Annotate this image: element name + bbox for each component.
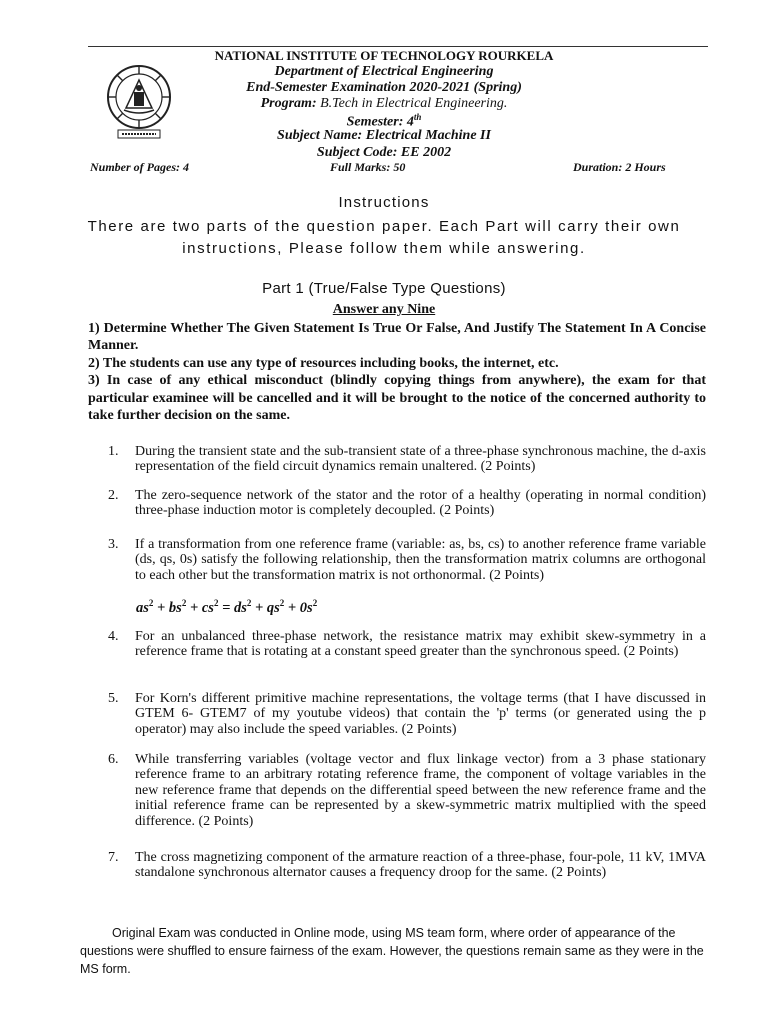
question-5 [108,691,706,737]
footer-note [80,924,706,978]
question-2 [108,488,706,519]
number-of-pages: Number of Pages: 4 [90,160,189,174]
question-3 [108,537,706,583]
question-number: 4. [108,629,119,644]
institute-name: NATIONAL INSTITUTE OF TECHNOLOGY ROURKELA [214,48,554,63]
duration: Duration: 2 Hours [573,160,666,174]
answer-any-nine: Answer any Nine [332,302,436,317]
eq-exp: 2 [148,598,154,608]
question-number: 3. [108,537,119,552]
eq-plus: + [254,599,264,616]
subject-code: Subject Code: EE 2002 [316,145,452,160]
part1-rules [88,320,706,424]
program-label: Program: [260,96,317,111]
eq-plus: + [157,599,166,616]
part1-title: Part 1 (True/False Type Questions) [262,280,506,297]
question-6 [108,752,706,829]
question-7 [108,850,706,881]
eq-equals: = [222,599,231,616]
eq-exp: 2 [181,598,187,608]
header-rule [88,46,708,47]
question-number: 7. [108,850,119,865]
eq-exp: 2 [312,598,318,608]
eq-term: as [136,599,149,616]
eq-plus: + [189,599,199,616]
question-4 [108,629,706,660]
question-number: 2. [108,488,119,503]
question-number: 6. [108,752,119,767]
question-text: While transferring variables (voltage vector and flux linkage vector) from a 3 phase stationary reference frame to an arbitrary rotating reference frame, the component of voltage variables in the new reference frame that depends on the differential speed between the new reference frame and the initial reference frame can be represented by a skew-symmetric matrix multiplied with the speed difference. (2 Points) [135,752,706,829]
question-1 [108,444,706,475]
eq-term: ds [233,599,247,616]
subject-name: Subject Name: Electrical Machine II [277,128,491,143]
program-value: B.Tech in Electrical Engineering. [320,96,508,111]
instructions-body: There are two parts of the question paper. Each Part will carry their own instructions, Please follow them while answering. [87,218,681,257]
question-text: The zero-sequence network of the stator and the rotor of a healthy (operating in normal condition) three-phase induction motor is completely decoupled. (2 Points) [135,488,706,519]
semester-sup: th [413,112,422,122]
rule-3: 3) In case of any ethical misconduct (blindly copying things from anywhere), the exam for that particular examinee will be cancelled and it will be brought to the notice of the concerned authority to take further decision on the same. [88,373,706,424]
semester-label: Semester: 4 [346,114,414,130]
eq-plus: + [287,599,297,616]
question-text: For an unbalanced three-phase network, the resistance matrix may exhibit skew-symmetry in a reference frame that is rotating at a constant speed greater than the synchronous speed. (2 Points) [135,629,706,660]
eq-term: 0s [299,599,313,616]
question-number: 5. [108,691,119,706]
footer-note-text: Original Exam was conducted in Online mode, using MS team form, where order of appearance of the questions were shuffled to ensure fairness of the exam. However, the questions remain same as they were in the MS form. [80,926,704,976]
question-text: For Korn's different primitive machine representations, the voltage terms (that I have discussed in GTEM 6- GTEM7 of my youtube videos) that contain the 'p' terms (or generated using the p operator) may also include the speed variables. (2 Points) [135,691,706,737]
exam-title: End-Semester Examination 2020-2021 (Spring) [246,80,522,95]
eq-exp: 2 [279,598,285,608]
eq-term: qs [266,599,280,616]
question-text: The cross magnetizing component of the armature reaction of a three-phase, four-pole, 11 kV, 1MVA standalone synchronous alternator causes a frequency droop for the same. (2 Points) [135,850,706,881]
question-text: During the transient state and the sub-transient state of a three-phase synchronous machine, the d-axis representation of the field circuit dynamics remain unaltered. (2 Points) [135,444,706,475]
rule-1: 1) Determine Whether The Given Statement Is True Or False, And Justify The Statement In A Concise Manner. [88,321,706,354]
eq-term: cs [201,599,214,616]
question-text: If a transformation from one reference frame (variable: as, bs, cs) to another reference frame variable (ds, qs, 0s) satisfy the following relationship, then the transformation matrix columns are orthogonal to each other but the transformation matrix is not orthonormal. (2 Points) [135,537,706,583]
eq-exp: 2 [246,598,252,608]
question-number: 1. [108,444,119,459]
eq-term: bs [168,599,182,616]
department-name: Department of Electrical Engineering [274,64,494,79]
equation [136,598,317,617]
full-marks: Full Marks: 50 [330,160,406,174]
eq-exp: 2 [213,598,219,608]
instructions-title: Instructions [338,194,430,211]
program-line [0,96,768,112]
rule-2: 2) The students can use any type of resources including books, the internet, etc. [88,355,559,371]
